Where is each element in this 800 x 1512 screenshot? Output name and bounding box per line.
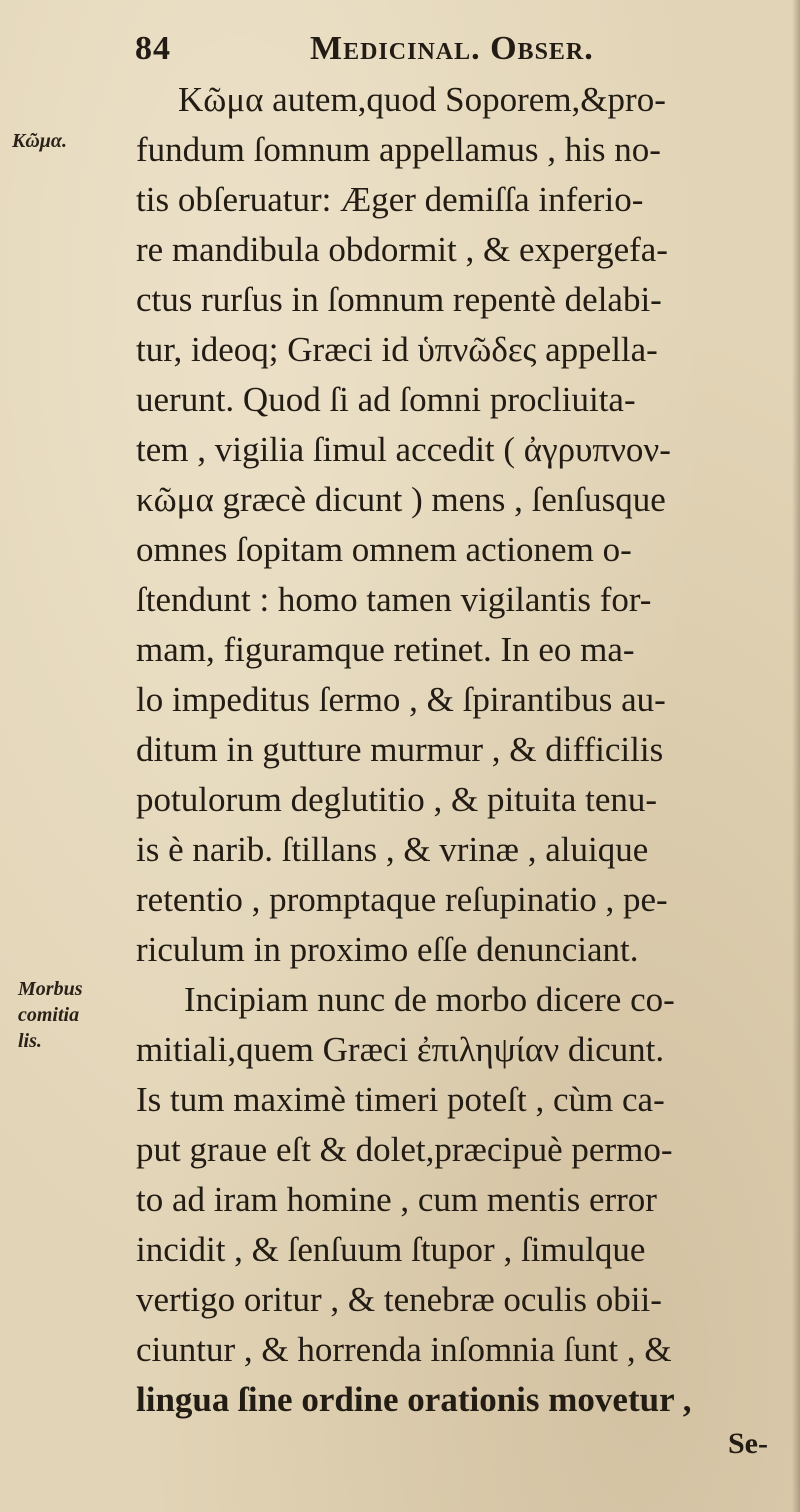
text-line: potulorum deglutitio , & pituita tenu-	[136, 780, 658, 819]
text-line: tur, ideoq; Græci id ὑπνῶδες appella-	[136, 330, 658, 369]
text-line: fundum ſomnum appellamus , his no-	[136, 130, 661, 169]
margin-note-line: comitia	[18, 1004, 80, 1026]
margin-note-koma: Κῶμα.	[12, 130, 67, 152]
text-line: Incipiam nunc de morbo dicere co-	[184, 980, 675, 1019]
margin-note-line: Morbus	[18, 978, 83, 1000]
text-line: ctus rurſus in ſomnum repentè delabi-	[136, 280, 662, 319]
text-line: to ad iram homine , cum mentis error	[136, 1180, 657, 1219]
text-line: tis obſeruatur: Æger demiſſa inferio-	[136, 180, 644, 219]
text-line: ſtendunt : homo tamen vigilantis for-	[136, 580, 652, 619]
margin-note-line: lis.	[18, 1030, 42, 1052]
page-number: 84	[135, 30, 171, 67]
running-head: Medicinal. Obser.	[310, 30, 594, 67]
text-line: Κῶμα autem,quod Soporem,&pro-	[178, 80, 666, 119]
text-line: κῶμα græcè dicunt ) mens , ſenſusque	[136, 480, 666, 519]
text-line: uerunt. Quod ſi ad ſomni procliuita-	[136, 380, 636, 419]
text-line: omnes ſopitam omnem actionem o-	[136, 530, 632, 569]
text-line: lo impeditus ſermo , & ſpirantibus au-	[136, 680, 666, 719]
text-line: re mandibula obdormit , & expergefa-	[136, 230, 668, 269]
text-line: mitiali,quem Græci ἐπιληψίαν dicunt.	[136, 1030, 665, 1069]
text-line: lingua ſine ordine orationis movetur ,	[136, 1380, 692, 1419]
text-line: is è narib. ſtillans , & vrinæ , aluique	[136, 830, 649, 869]
text-line: riculum in proximo eſſe denunciant.	[136, 930, 639, 969]
text-line: retentio , promptaque reſupinatio , pe-	[136, 880, 668, 919]
text-line: incidit , & ſenſuum ſtupor , ſimulque	[136, 1230, 646, 1269]
text-line: mam, figuramque retinet. In eo ma-	[136, 630, 635, 669]
text-line: vertigo oritur , & tenebræ oculis obii-	[136, 1280, 662, 1319]
catchword: Se-	[728, 1427, 768, 1460]
page-edge-shadow	[792, 0, 800, 1512]
text-line: tem , vigilia ſimul accedit ( ἀγρυπνον-	[136, 430, 671, 469]
text-line: Is tum maximè timeri poteſt , cùm ca-	[136, 1080, 665, 1119]
text-line: ditum in gutture murmur , & difficilis	[136, 730, 664, 769]
page-header	[135, 30, 735, 80]
text-line: ciuntur , & horrenda inſomnia ſunt , &	[136, 1330, 672, 1369]
margin-note-morbus-comitialis	[18, 976, 82, 1054]
text-line: put graue eſt & dolet,præcipuè permo-	[136, 1130, 673, 1169]
